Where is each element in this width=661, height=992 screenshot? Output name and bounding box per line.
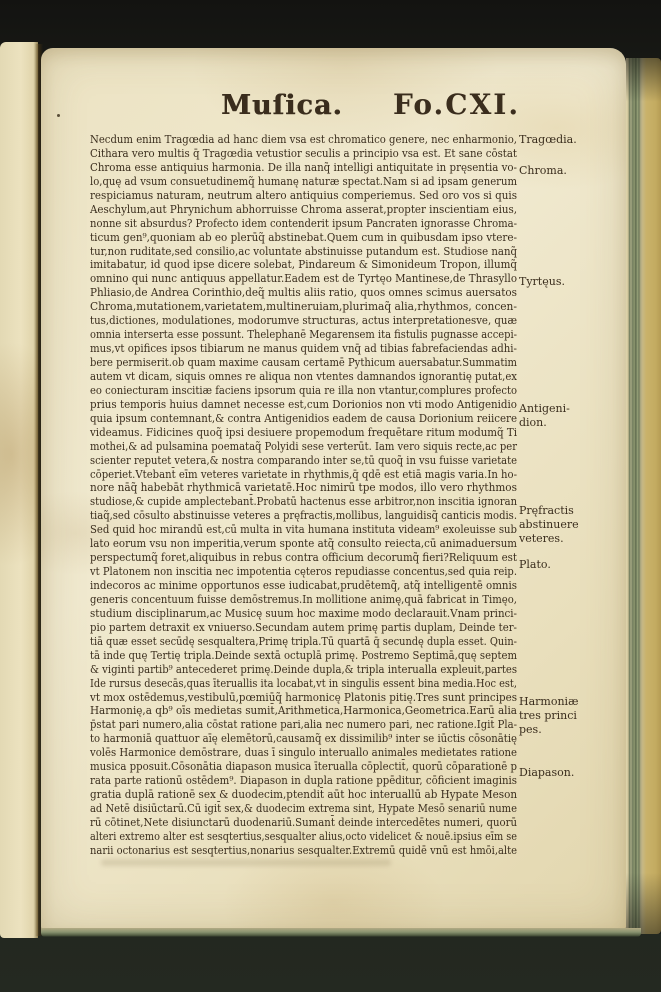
text-line: rū cōtinet,Nete disiunctarū duodenariū.Sumant̄ deinde intercedētes numeri, quorū bbox=[90, 815, 517, 829]
text-line: mus,vt opifices ipsos tibiarum ne manus quidem vnq̄ ad tibias fabrefaciendas adhi- bbox=[90, 342, 517, 356]
text-line: musica pposuit.Cōsonātia diapason musica īterualla cōplectit̄, quorū cōparationē p bbox=[90, 760, 517, 774]
text-line: Chroma esse antiquius harmonia. De illa nanq̃ intelligi antiquitate in pręsentia vo- bbox=[90, 160, 517, 174]
text-line: pio partem detraxit ex vniuerso.Secundam autem primę partis duplam, Deinde ter- bbox=[90, 620, 517, 634]
text-line: & viginti partib⁹ antecederet primę.Deinde dupla,& tripla interualla expleuit,partes bbox=[90, 662, 517, 676]
text-line: tiaq̃,sed cōsulto abstinuisse veteres a pręfractis,mollibus, languidisq̃ canticis modis. bbox=[90, 509, 517, 523]
text-line: mothei,& ad pulsamina poemataq̃ Polyidi sese verterūt. Iam vero siquis recte,ac per bbox=[90, 439, 517, 453]
text-line: studiose,& cupide amplectebant̄.Probatū hactenus esse arbitror,non inscitia ignoran bbox=[90, 495, 517, 509]
text-line: quia ipsum contemnant,& contra Antigenidios eadem de causa Dorionium reiicere bbox=[90, 411, 517, 425]
margin-note-line: veteres. bbox=[519, 531, 564, 545]
margin-note-line: Antigeni- bbox=[519, 402, 570, 416]
margin-note-line: abstinuere bbox=[519, 518, 579, 532]
margin-note-line: Diapason. bbox=[519, 766, 575, 780]
margin-note-line: tres princi bbox=[519, 709, 577, 723]
text-line: studium disciplinarum,ac Musicę suum hoc maxime modo declarauit.Vnam princi- bbox=[90, 606, 517, 620]
show-through-smudge bbox=[101, 859, 391, 866]
text-line: Phliasio,de Andrea Corinthio,deq̃ multis aliis ratio, quos omnes scimus auersatos bbox=[90, 286, 517, 300]
text-line: indecoros ac minime opportunos esse iudicabat,prudētemq̃, atq̃ intelligentē omnis bbox=[90, 579, 517, 592]
text-line: narii octonarius est sesqtertius,nonarius sesqualter.Extremū quidē vnū est hmōi,alte bbox=[90, 843, 517, 857]
text-line: Sed quid hoc mirandū est,cū multa in vita humana instituta videam⁹ exoleuisse sub bbox=[90, 523, 517, 537]
text-line: vt mox ostēdemus,vestibulū,pœmiūq̃ harmonicę Platonis pitię.Tres sunt principes bbox=[90, 690, 517, 704]
margin-note bbox=[519, 766, 574, 780]
text-line: autem vt dicam, siquis omnes re aliqua non vtentes damnandos ignorantię putat,ex bbox=[90, 369, 517, 383]
margin-note-line: Plato. bbox=[519, 558, 551, 572]
text-line: lato eorum vsu non imperitia,verum sponte atq̃ consulto reiecta,cū animaduersum bbox=[90, 537, 517, 551]
text-line: tus,dictiones, modulationes, modorumve structuras, actus interpretationesve, quæ bbox=[90, 314, 517, 328]
text-line: lo,quę ad vsum consuetudinemq̃ humanę naturæ spectat.Nam si ad ipsam generum bbox=[90, 174, 517, 188]
text-line: nore nāq̃ habebāt rhythmicā varietatē.Hoc nimirū tpe modos, illo vero rhythmos bbox=[90, 481, 517, 495]
margin-note bbox=[519, 164, 567, 178]
text-line: cōperiet.Vtebant̄ eīm veteres varietate in rhythmis,q̄ qdē est etiā magis varia.In ho- bbox=[90, 467, 517, 481]
text-line: bere permiserit.ob quam maxime causam certamē Pythicum auersabatur.Summatim bbox=[90, 356, 517, 369]
margin-note-line: Tragœdia. bbox=[519, 133, 577, 146]
body-text bbox=[90, 133, 517, 858]
text-line: generis concentuum fuisse demōstremus.In mollitione animę,quā fabricat in Timęo, bbox=[90, 592, 517, 606]
text-line: omnino qui nunc antiquus appellatur.Eadem est de Tyrtęo Mantinese,de Thrasyllo bbox=[90, 272, 517, 286]
text-line: Cithara vero multis q̄ Tragœdia vetustior seculis a principio vsa est. Et sane cōstat bbox=[90, 146, 517, 160]
margin-note bbox=[519, 133, 577, 147]
text-line: ad Netē disiūctarū.Cū igit̄ sex,& duodecim extrema sint, Hypate Mesō senariū nume bbox=[90, 802, 517, 815]
text-line: ticum gen⁹,quoniam ab eo plerūq̃ abstinebat.Quem cum in quibusdam ipso vtere- bbox=[90, 230, 517, 244]
margin-note-line: Pręfractis bbox=[519, 504, 574, 518]
text-line: tur,non ruditate,sed consilio,ac voluntate abstinuisse putandum est. Studiose nanq̃ bbox=[90, 244, 517, 258]
margin-note bbox=[519, 402, 570, 430]
text-line: to harmoniā quattuor aīę elemētorū,causamq̃ ex dissimilib⁹ inter se iūctis cōsonātię bbox=[90, 732, 517, 746]
ink-speck bbox=[57, 114, 60, 117]
fore-edge-pages bbox=[626, 58, 661, 934]
margin-note bbox=[519, 275, 565, 289]
margin-note bbox=[519, 558, 551, 572]
text-line: gratia duplā rationē sex & duodecim,ptendit̄ aūt hoc interuallū ab Hypate Meson bbox=[90, 788, 517, 802]
margin-note-line: pes. bbox=[519, 723, 542, 737]
margin-note-line: dion. bbox=[519, 416, 547, 430]
text-line: volēs Harmonice demōstrare, duas ī singulo interuallo animales medietates ratione bbox=[90, 746, 517, 760]
text-line: perspectumq̃ foret,aliquibus in rebus contra officium decorumq̃ fieri?Reliquum est bbox=[90, 551, 517, 565]
text-line: tiā quæ esset secūdę sesqualtera,Primę tripla.Tū quartā q̄ secundę dupla esset. Quin- bbox=[90, 634, 517, 648]
running-title: Muſica. bbox=[221, 90, 343, 121]
text-line: prius temporis huius damnet necesse est,cum Dorionios non vti modo Antigenidio bbox=[90, 397, 517, 411]
text-line: videamus. Fidicines quoq̃ ipsi desiuere propemodum frequētare ritum modumq̃ Ti bbox=[90, 425, 517, 439]
folio-number: Fo.CXI. bbox=[393, 88, 521, 121]
text-line: eo coniecturam inscitiæ faciens ipsorum quia re illa non vtantur,complures profecto bbox=[90, 383, 517, 397]
margin-note bbox=[519, 695, 578, 737]
text-line: imitabatur, id quod ipse dicere solebat, Pindareum & Simonideum Tropon, illumq̃ bbox=[90, 258, 517, 272]
text-line: alteri extremo alter est sesqtertius,sesqualter alius,octo videlicet & nouē.ipsius eīm se bbox=[90, 829, 517, 843]
text-line: scienter reputet vetera,& nostra comparando inter se,tū quoq̃ in vsu fuisse varietate bbox=[90, 453, 517, 467]
text-line: respiciamus naturam, neutrum altero antiquius comperiemus. Sed oro vos si quis bbox=[90, 188, 517, 202]
text-line: Necdum enim Tragœdia ad hanc diem vsa est chromatico genere, nec enharmonio, bbox=[90, 133, 517, 146]
text-line: omnia interserta esse possunt. Thelephanē Megarensem ita fistulis pugnasse accepi- bbox=[90, 328, 517, 342]
text-line: p̄stat pari numero,alia cōstat ratione pari,alia nec numero pari, nec ratione.Igit̄ Pla- bbox=[90, 718, 517, 732]
text-line: nonne sit absurdus? Profecto idem contenderit ipsum Pancraten ignorasse Chroma- bbox=[90, 216, 517, 230]
text-line: rata parte rationū ostēdem⁹. Diapason in dupla ratione ppēditur, cōficient imaginis bbox=[90, 774, 517, 788]
text-line: vt Platonem non inscitia nec impotentia cęteros repudiasse concentus,sed quia reip. bbox=[90, 565, 517, 579]
margin-note-line: Chroma. bbox=[519, 163, 567, 177]
text-line: tā inde quę Tertię tripla.Deinde sextā octuplā primę. Postremo Septimā,quę septem bbox=[90, 648, 517, 662]
margin-note-line: Tyrtęus. bbox=[519, 275, 565, 289]
margin-note-line: Harmoniæ bbox=[519, 695, 579, 709]
text-line: Ide rursus desecās,quas īteruallis ita locabat,vt in singulis essent bina media.Hoc est, bbox=[90, 676, 517, 690]
facing-page-edge bbox=[0, 42, 38, 938]
text-line: Chroma,mutationem,varietatem,multineruiam,plurimaq̃ alia,rhythmos, concen- bbox=[90, 300, 517, 314]
page-header bbox=[41, 88, 626, 128]
margin-note bbox=[519, 504, 579, 546]
text-line: Aeschylum,aut Phrynichum abhorruisse Chroma asserat,propter inscientiam eius, bbox=[90, 202, 517, 216]
book-page bbox=[41, 48, 626, 930]
bottom-page-edge bbox=[41, 928, 641, 937]
text-line: Harmonię,a qb⁹ oīs medietas sumit̄,Arithmetica,Harmonica,Geometrica.Earū alia bbox=[90, 704, 517, 718]
